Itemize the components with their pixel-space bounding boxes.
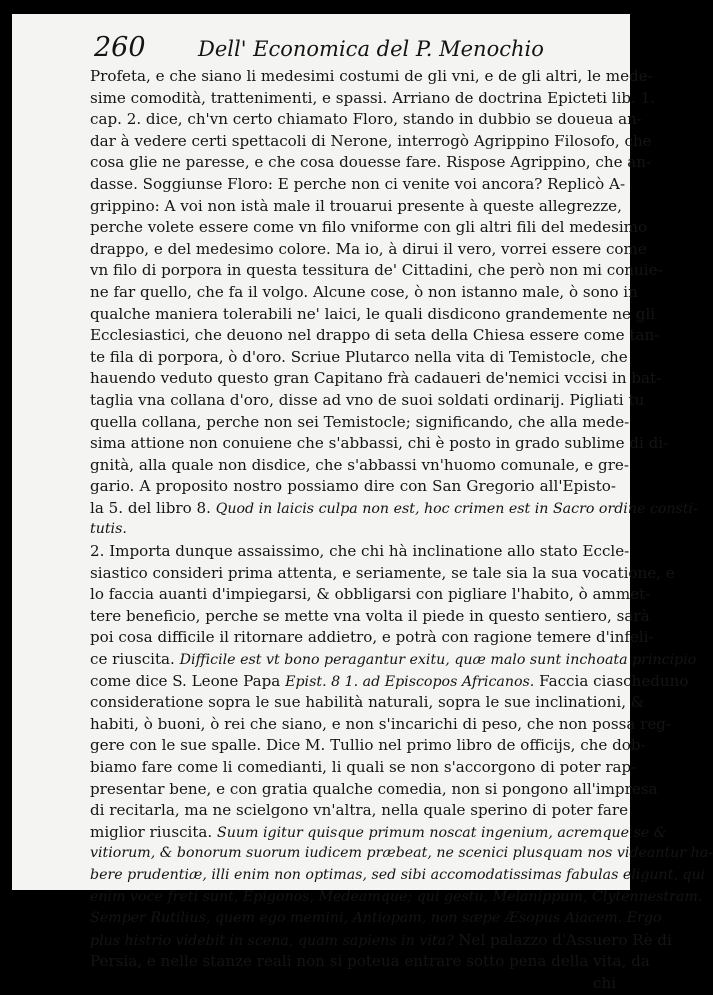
text-line-main: Profeta, e che siano li medesimi costumi de gli vni, e de gli altri, le mede- [90,67,653,85]
text-line [90,541,630,563]
text-line [90,325,660,347]
text-line-main: vn filo di porpora in questa tessitura de' Cittadini, che però non mi conuie- [90,261,663,280]
text-line-main: qualche maniera tolerabili ne' laici, le quali disdicono grandemente ne gli [90,304,656,323]
text-line-main: te fila di porpora, ò d'oro. Scriue Plutarco nella vita di Temistocle, che [90,347,628,366]
text-line-main: sima attione non conuiene che s'abbassi, chi è posto in grado sublime di di- [90,434,669,453]
text-line-main: come dice S. Leone Papa [90,671,281,690]
text-line-main: di recitarla, ma ne scielgono vn'altra, nella quale sperino di poter fare [90,801,629,820]
text-line-main: Ecclesiastici, che deuono nel drappo di seta della Chiesa essere come tan- [90,326,660,345]
text-line-main: tere beneficio, perche se mette vna volta il piede in questo sentiero, sarà [90,606,650,625]
text-line-main: gario. A proposito nostro possiamo dire con San Gregorio all'Episto- [90,477,616,496]
text-line [90,217,648,239]
text-line-main: vitiorum, & bonorum suorum iudicem præbeat, ne scenici plusquam nos videantur ha- [90,845,713,862]
text-line-main: dar à vedere certi spettacoli di Nerone, interrogò Agrippino Filosofo, che [90,131,652,150]
text-line [90,347,628,369]
text-line [90,951,650,973]
text-line [90,865,706,887]
text-line-main: 2. Importa dunque assaissimo, che chi hà inclinatione allo stato Eccle- [90,542,630,561]
text-line-main: plus histrio videbit in scena, quam sapiens in vita? [90,932,454,949]
text-line-main: lo faccia auanti d'impiegarsi, & obbligarsi con pigliare l'habito, ò ammet- [90,585,651,604]
latin-quotation: Epist. 8 1. ad Episcopos Africanos. [285,673,535,690]
text-line-main: Persia, e nelle stanze reali non si poteua entrare sotto pena della vita, da [90,952,650,971]
text-line-main: sime comodità, trattenimenti, e spassi. Arriano de doctrina Epicteti lib. 1. [90,88,656,107]
text-line [90,433,669,455]
text-line-main: quella collana, perche non sei Temistocle; significando, che alla mede- [90,412,630,431]
latin-quotation: Difficile est vt bono peragantur exitu, quæ malo sunt inchoata principio [179,652,697,669]
text-line-main: gnità, alla quale non disdice, che s'abbassi vn'huomo comunale, e gre- [90,455,629,474]
text-line [90,282,638,304]
book-page [12,14,713,992]
text-line-main: la 5. del libro 8. [90,498,211,517]
page-header [94,30,614,70]
text-line-main: habiti, ò buoni, ò rei che siano, e non s'incarichi di peso, che non possa reg- [90,714,672,733]
text-line-main: miglior riuscita. [90,822,213,841]
text-line-main: ce riuscita. [90,650,175,669]
text-line [90,822,667,844]
body-text [90,66,713,995]
text-line-main: cap. 2. dice, ch'vn certo chiamato Floro, stando in dubbio se doueua an- [90,110,642,129]
text-line [90,887,703,909]
text-line-main: Semper Rutilius, quem ego memini, Antiopam, non sæpe Æsopus Aiacem. Ergo [90,910,662,927]
text-line [90,627,654,649]
text-line-main: dasse. Soggiunse Floro: E perche non ci venite voi ancora? Replicò A- [90,174,626,193]
text-line [90,757,637,779]
page-number: 260 [94,32,146,63]
text-line [90,109,642,131]
text-line-main: perche volete essere come vn filo vniforme con gli altri fili del medesimo [90,218,648,237]
text-line [90,174,626,196]
text-line [90,843,713,865]
text-line-main: bere prudentiæ, illi enim non optimas, sed sibi accomodatissimas fabulas eligunt, qui [90,866,706,883]
text-line [90,714,672,736]
text-line [90,584,651,606]
latin-quotation: Quod in laicis culpa non est, hoc crimen est in Sacro ordine consti- [215,500,698,517]
text-line-main: hauendo veduto questo gran Capitano frà cadaueri de'nemici vccisi in bat- [90,369,662,388]
running-head: Dell' Economica del P. Menochio [198,37,544,61]
text-line [90,606,650,628]
text-line [90,368,662,390]
text-line [90,390,645,412]
text-line-main: ne far quello, che fa il volgo. Alcune cose, ò non istanno male, ò sono in [90,282,638,301]
text-line [90,152,652,174]
text-line [90,498,698,520]
text-line [90,779,658,801]
text-line-main: biamo fare come li comedianti, li quali se non s'accorgono di poter rap- [90,758,637,776]
text-line [90,260,663,282]
text-line [90,239,647,261]
text-line [90,563,675,585]
text-line [90,908,662,930]
text-line-main: taglia vna collana d'oro, disse ad vno de suoi soldati ordinarij. Pigliati tu [90,390,645,409]
text-line-main: grippino: A voi non istà male il trouarui presente à queste allegrezze, [90,196,622,215]
text-line-main: chi [592,973,616,992]
text-line [90,304,656,326]
text-line-tail: Nel palazzo d'Assuero Rè di [458,930,672,949]
text-line-main: cosa glie ne paresse, e che cosa douesse fare. Rispose Agrippino, che an- [90,153,652,172]
text-line [90,412,630,434]
text-line [90,649,697,671]
latin-quotation: Suum igitur quisque primum noscat ingenium, acremque se & [217,824,667,841]
text-line [90,66,653,88]
text-line [90,455,629,477]
text-line [90,476,616,498]
text-line [90,196,622,218]
text-line [90,930,672,952]
text-line-main: poi cosa difficile il ritornare addietro, e potrà con ragione temere d'infeli- [90,628,654,647]
text-line-tail: Faccia ciascheduno [539,671,689,690]
text-line-main: tutis. [90,521,127,538]
text-line-main: consideratione sopra le sue habilità naturali, sopra le sue inclinationi, & [90,693,645,712]
text-line [90,692,645,714]
text-line-main: presentar bene, e con gratia qualche comedia, non si pongono all'impresa [90,779,658,798]
text-line [90,519,616,541]
text-line [90,671,689,693]
text-line-main: siastico consideri prima attenta, e seriamente, se tale sia la sua vocatione, e [90,563,675,582]
text-line-main: drappo, e del medesimo colore. Ma io, à dirui il vero, vorrei essere come [90,239,647,258]
text-line [90,88,656,110]
text-line-main: enim voce freti sunt, Epigonos, Medeamque; qui gestu, Melanippum, Clytennestram. [90,888,703,905]
text-line [90,800,629,822]
catchword [90,973,616,995]
text-line [90,131,652,153]
text-line-main: gere con le sue spalle. Dice M. Tullio nel primo libro de officijs, che dob- [90,736,646,755]
text-line [90,735,646,757]
